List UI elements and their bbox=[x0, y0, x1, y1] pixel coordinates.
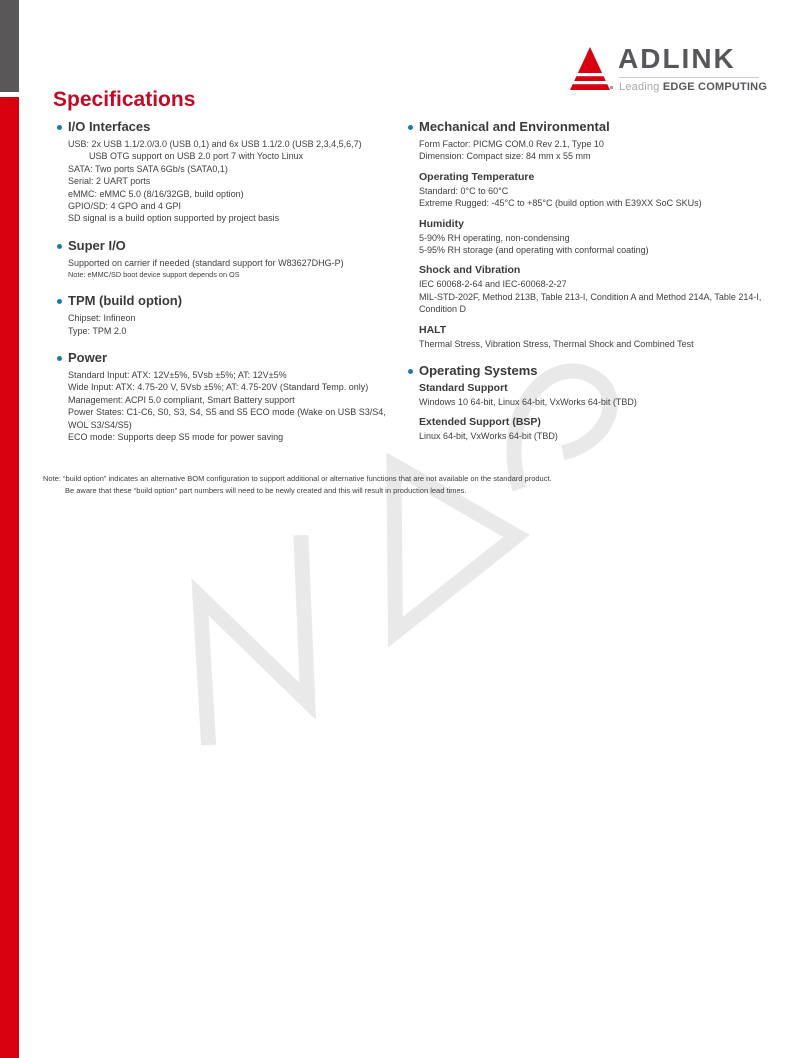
spec-line: Supported on carrier if needed (standard support for W83627DHG-P) bbox=[68, 257, 344, 268]
spec-line: MIL-STD-202F, Method 213B, Table 213-I, Condition A and Method 214A, Table 214-I, Condition D bbox=[419, 291, 762, 315]
section-heading bbox=[57, 293, 391, 309]
section-title: Operating Systems bbox=[419, 363, 538, 379]
footnote-line-1: Note: “build option” indicates an alternative BOM configuration to support additional or alternative functions that are not available on the standard product. bbox=[43, 474, 552, 483]
group-heading: Shock and Vibration bbox=[419, 264, 521, 277]
section-heading bbox=[57, 350, 391, 366]
group-heading: HALT bbox=[419, 323, 447, 336]
specs-column-right bbox=[408, 119, 780, 456]
bullet-icon bbox=[408, 125, 413, 130]
spec-line: Management: ACPI 5.0 compliant, Smart Battery support bbox=[68, 394, 295, 405]
spec-line: SD signal is a build option supported by project basis bbox=[68, 213, 280, 224]
section-body bbox=[57, 138, 391, 225]
adlink-logo bbox=[568, 44, 768, 96]
spec-line: Standard: 0°C to 60°C bbox=[419, 185, 509, 196]
spec-group bbox=[419, 416, 780, 442]
footnote-line-2: Be aware that these “build option” part numbers will need to be newly created and this will result in production lead times. bbox=[65, 486, 467, 495]
brand-tagline bbox=[619, 81, 767, 93]
logo-dot bbox=[610, 86, 613, 89]
section-title: Mechanical and Environmental bbox=[419, 119, 610, 134]
spec-group bbox=[419, 138, 780, 163]
spec-line: Thermal Stress, Vibration Stress, Thermal Shock and Combined Test bbox=[419, 338, 694, 349]
spec-line: Form Factor: PICMG COM.0 Rev 2.1, Type 10 bbox=[419, 139, 604, 149]
spec-line: Serial: 2 UART ports bbox=[68, 176, 151, 187]
spec-section bbox=[57, 350, 391, 443]
tagline-bold: EDGE COMPUTING bbox=[662, 81, 768, 93]
spec-line: Type: TPM 2.0 bbox=[68, 325, 127, 336]
section-body bbox=[57, 257, 391, 280]
spec-line: Dimension: Compact size: 84 mm x 55 mm bbox=[419, 151, 591, 162]
spec-line: eMMC: eMMC 5.0 (8/16/32GB, build option) bbox=[68, 188, 244, 199]
spec-line: 5-95% RH storage (and operating with conformal coating) bbox=[419, 245, 649, 256]
spec-group bbox=[68, 257, 391, 280]
spec-section bbox=[408, 119, 780, 350]
specs-column-left bbox=[57, 119, 391, 457]
adlink-triangle-icon bbox=[570, 46, 610, 92]
spec-group bbox=[68, 138, 391, 225]
section-heading bbox=[408, 119, 780, 135]
spec-section bbox=[57, 119, 391, 225]
section-heading bbox=[57, 238, 391, 254]
sidebar-red-bar bbox=[0, 97, 19, 1058]
spec-line: Chipset: Infineon bbox=[68, 313, 136, 324]
spec-line: GPIO/SD: 4 GPO and 4 GPI bbox=[68, 201, 182, 212]
section-heading bbox=[408, 363, 780, 379]
spec-group bbox=[419, 324, 780, 350]
page-title: Specifications bbox=[53, 88, 196, 111]
spec-line: Note: eMMC/SD boot device support depends on OS bbox=[68, 270, 240, 280]
section-body bbox=[57, 312, 391, 337]
sidebar-gray-block bbox=[0, 0, 19, 92]
bullet-icon bbox=[57, 244, 62, 249]
spec-group bbox=[419, 264, 780, 315]
spec-section bbox=[57, 293, 391, 337]
section-title: Power bbox=[68, 350, 108, 366]
spec-line: Power States: C1-C6, S0, S3, S4, S5 and S5 ECO mode (Wake on USB S3/S4, WOL S3/S4/S5) bbox=[68, 407, 386, 430]
section-body bbox=[408, 138, 780, 350]
spec-line: Extreme Rugged: -45°C to +85°C (build option with E39XX SoC SKUs) bbox=[419, 198, 702, 209]
section-body bbox=[408, 382, 780, 443]
bullet-icon bbox=[57, 125, 62, 130]
tagline-light: Leading bbox=[619, 81, 660, 93]
spec-line: Windows 10 64-bit, Linux 64-bit, VxWorks 64-bit (TBD) bbox=[419, 397, 637, 408]
spec-group bbox=[419, 218, 780, 257]
spec-group bbox=[68, 312, 391, 337]
spec-section bbox=[408, 363, 780, 443]
section-heading bbox=[57, 119, 391, 135]
spec-section bbox=[57, 238, 391, 280]
spec-group bbox=[419, 171, 780, 210]
spec-line: 5-90% RH operating, non-condensing bbox=[419, 232, 570, 243]
section-body bbox=[57, 369, 391, 443]
spec-line: SATA: Two ports SATA 6Gb/s (SATA0,1) bbox=[68, 163, 228, 174]
brand-name: ADLINK bbox=[618, 43, 736, 74]
spec-line: USB: 2x USB 1.1/2.0/3.0 (USB 0,1) and 6x USB 1.1/2.0 (USB 2,3,4,5,6,7) bbox=[68, 139, 362, 149]
bullet-icon bbox=[57, 299, 62, 304]
section-title: I/O Interfaces bbox=[68, 119, 151, 134]
logo-divider bbox=[619, 77, 759, 78]
spec-line: Linux 64-bit, VxWorks 64-bit (TBD) bbox=[419, 431, 558, 442]
spec-line: ECO mode: Supports deep S5 mode for power saving bbox=[68, 432, 284, 443]
bullet-icon bbox=[408, 369, 413, 374]
group-heading: Standard Support bbox=[419, 382, 508, 395]
bullet-icon bbox=[57, 356, 62, 361]
spec-line: Standard Input: ATX: 12V±5%, 5Vsb ±5%; AT: 12V±5% bbox=[68, 370, 287, 381]
spec-line: Wide Input: ATX: 4.75-20 V, 5Vsb ±5%; AT: 4.75-20V (Standard Temp. only) bbox=[68, 382, 369, 393]
spec-group bbox=[419, 382, 780, 408]
spec-line: USB OTG support on USB 2.0 port 7 with Yocto Linux bbox=[89, 151, 304, 162]
group-heading: Operating Temperature bbox=[419, 170, 535, 183]
footnote bbox=[43, 473, 552, 497]
group-heading: Extended Support (BSP) bbox=[419, 416, 541, 429]
group-heading: Humidity bbox=[419, 217, 464, 230]
spec-line: IEC 60068-2-64 and IEC-60068-2-27 bbox=[419, 279, 567, 290]
spec-group bbox=[68, 369, 391, 443]
section-title: Super I/O bbox=[68, 237, 126, 253]
section-title: TPM (build option) bbox=[68, 293, 183, 309]
